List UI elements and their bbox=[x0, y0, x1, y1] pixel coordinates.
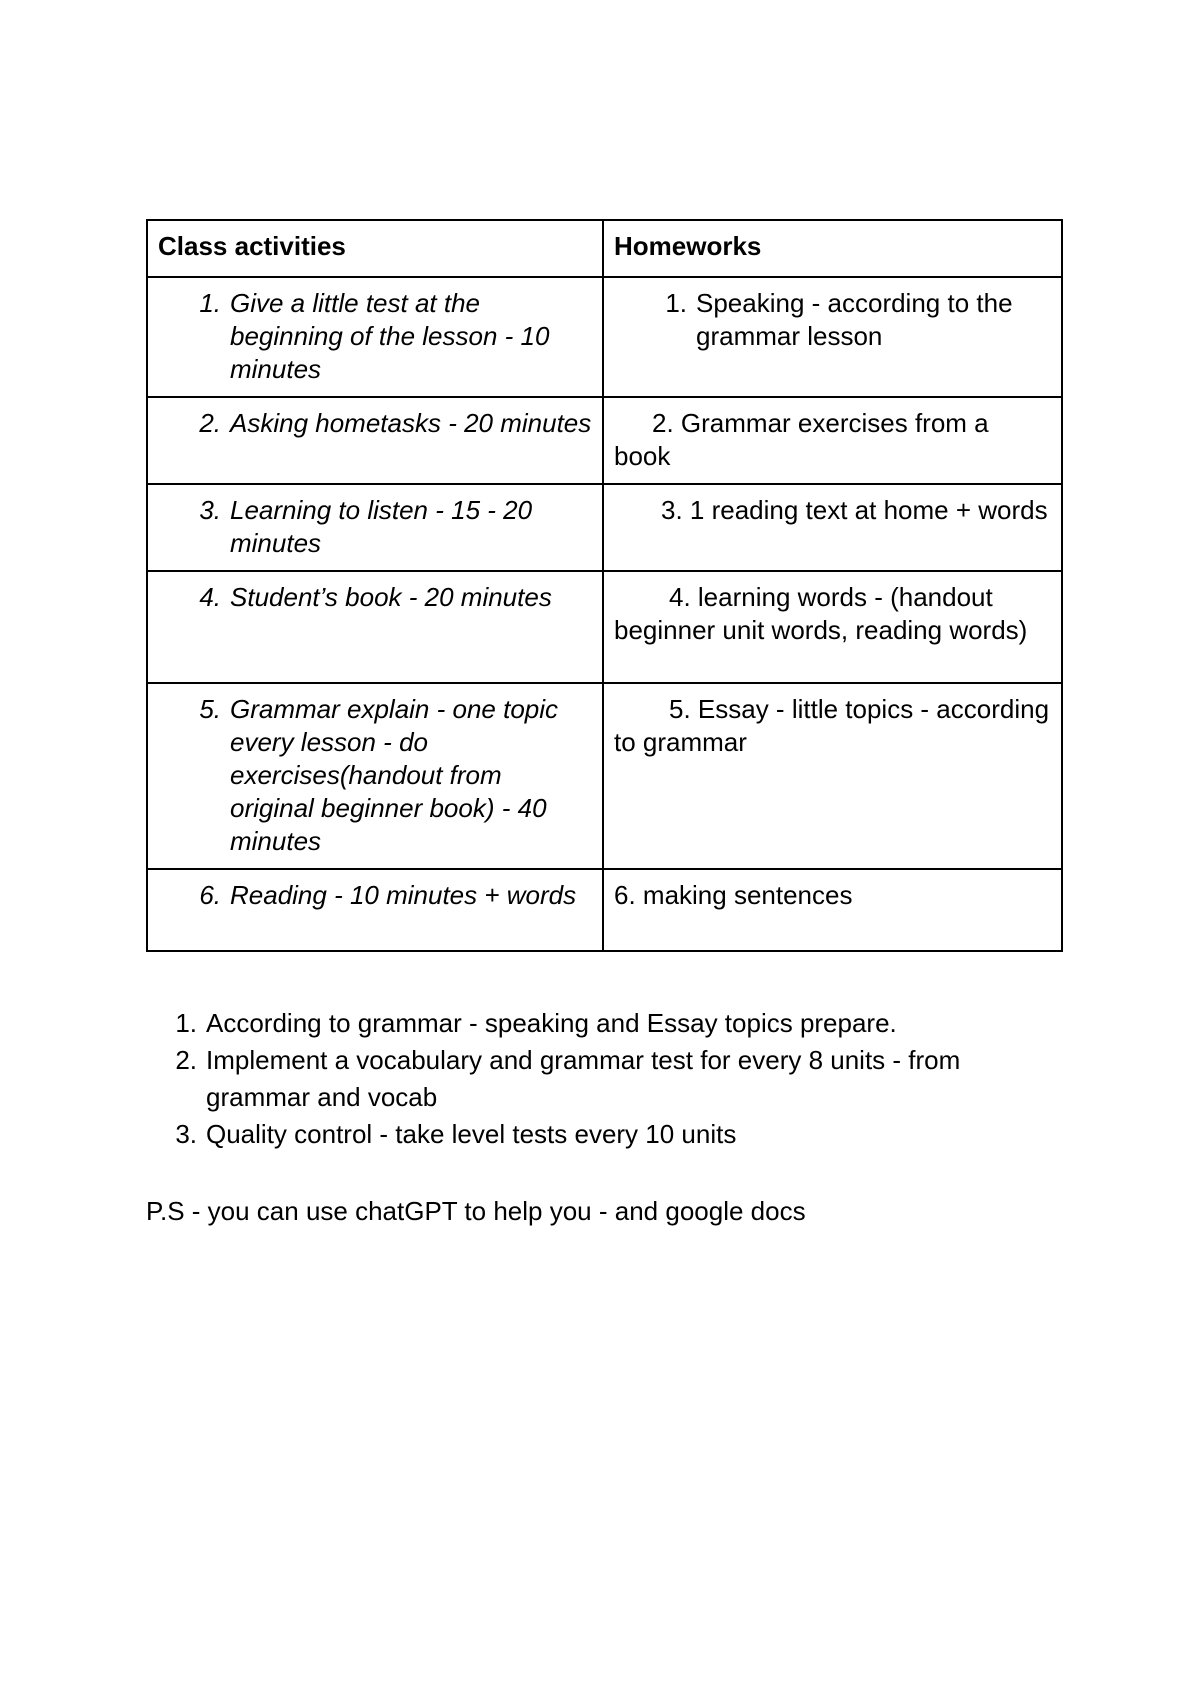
homework-text: 6. making sentences bbox=[614, 880, 853, 910]
homework-text: 2. Grammar exercises from a book bbox=[614, 408, 989, 471]
homework-text: Speaking - according to the grammar lesson bbox=[696, 288, 1013, 351]
table-row bbox=[147, 571, 1062, 683]
homework-cell bbox=[603, 484, 1062, 571]
table-row bbox=[147, 277, 1062, 397]
activity-number: 4. bbox=[199, 582, 221, 612]
list-item-text: Quality control - take level tests every 10 units bbox=[206, 1119, 737, 1149]
activity-text: Give a little test at the beginning of the lesson - 10 minutes bbox=[230, 288, 550, 384]
list-item-number: 1. bbox=[175, 1008, 197, 1038]
activity-cell bbox=[147, 397, 603, 484]
homework-text: 4. learning words - (handout beginner unit words, reading words) bbox=[614, 582, 1028, 645]
header-class-activities: Class activities bbox=[147, 220, 603, 277]
homework-text: 5. Essay - little topics - according to grammar bbox=[614, 694, 1050, 757]
activity-cell bbox=[147, 571, 603, 683]
activity-number: 5. bbox=[199, 694, 221, 724]
list-item bbox=[146, 1005, 1066, 1042]
activity-text: Student’s book - 20 minutes bbox=[230, 582, 552, 612]
list-item-text: According to grammar - speaking and Essay topics prepare. bbox=[206, 1008, 897, 1038]
homework-cell bbox=[603, 277, 1062, 397]
homework-cell bbox=[603, 571, 1062, 683]
homework-cell bbox=[603, 683, 1062, 869]
homework-text: 3. 1 reading text at home + words bbox=[661, 495, 1048, 525]
postscript-note: P.S - you can use chatGPT to help you - and google docs bbox=[146, 1196, 806, 1226]
table-row bbox=[147, 484, 1062, 571]
activity-cell bbox=[147, 683, 603, 869]
activity-text: Reading - 10 minutes + words bbox=[230, 880, 577, 910]
activity-number: 1. bbox=[199, 288, 221, 318]
notes-list bbox=[146, 1005, 1066, 1153]
table-row bbox=[147, 683, 1062, 869]
table-row bbox=[147, 869, 1062, 951]
table-row bbox=[147, 397, 1062, 484]
activity-number: 6. bbox=[199, 880, 221, 910]
activity-text: Learning to listen - 15 - 20 minutes bbox=[230, 495, 533, 558]
activity-cell bbox=[147, 484, 603, 571]
activity-text: Asking hometasks - 20 minutes bbox=[230, 408, 592, 438]
homework-number: 1. bbox=[665, 288, 687, 318]
header-homeworks: Homeworks bbox=[603, 220, 1062, 277]
list-item bbox=[146, 1042, 1066, 1116]
activity-cell bbox=[147, 277, 603, 397]
list-item-number: 3. bbox=[175, 1119, 197, 1149]
activity-number: 3. bbox=[199, 495, 221, 525]
lesson-plan-table bbox=[146, 219, 1063, 952]
activity-number: 2. bbox=[199, 408, 221, 438]
list-item-text: Implement a vocabulary and grammar test for every 8 units - from grammar and vocab bbox=[206, 1045, 961, 1112]
list-item-number: 2. bbox=[175, 1045, 197, 1075]
homework-cell bbox=[603, 869, 1062, 951]
table-header-row bbox=[147, 220, 1062, 277]
list-item bbox=[146, 1116, 1066, 1153]
activity-text: Grammar explain - one topic every lesson - do exercises(handout from original beginner book) - 40 minutes bbox=[230, 694, 559, 856]
homework-cell bbox=[603, 397, 1062, 484]
activity-cell bbox=[147, 869, 603, 951]
